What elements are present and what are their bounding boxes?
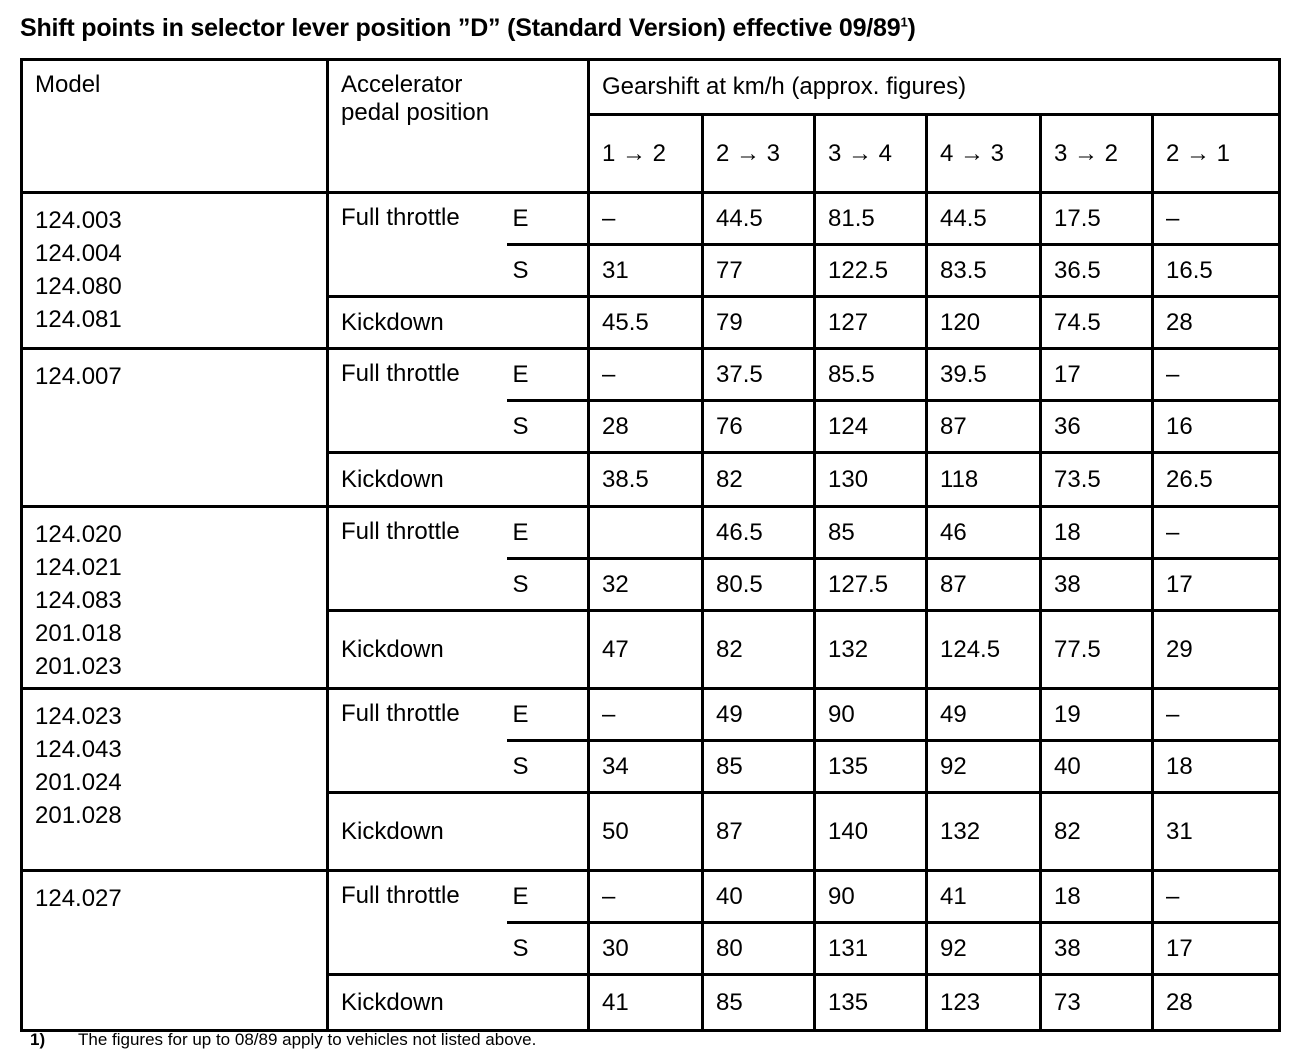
shift-value: 37.5 (703, 349, 815, 401)
header-accelerator-line2: pedal position (341, 99, 490, 126)
footnote-text: The figures for up to 08/89 apply to vehicles not listed above. (78, 1030, 537, 1049)
model-number: 124.081 (35, 306, 122, 333)
shift-value: 45.5 (589, 297, 703, 349)
shift-value: 38.5 (589, 453, 703, 507)
shift-value: 92 (927, 923, 1041, 975)
model-number: 124.027 (35, 885, 122, 912)
document-title: Shift points in selector lever position ”D” (Standard Version) effective $09/89^1$) (20, 14, 916, 42)
shift-value: – (1153, 349, 1280, 401)
shift-value: 122.5 (815, 245, 927, 297)
table-row (22, 689, 1280, 741)
mode-s: S (507, 923, 589, 975)
pedal-full-throttle: Full throttle (328, 689, 507, 793)
shift-value: 46.5 (703, 507, 815, 559)
shift-value: 31 (1153, 793, 1280, 871)
model-number: 201.024 (35, 769, 122, 796)
shift-value: 73.5 (1041, 453, 1153, 507)
shift-value: – (1153, 193, 1280, 245)
shift-value: 16.5 (1153, 245, 1280, 297)
pedal-kickdown: Kickdown (328, 793, 589, 871)
model-cell (22, 689, 328, 871)
shift-value: 85 (815, 507, 927, 559)
model-cell (22, 349, 328, 507)
shift-value: 34 (589, 741, 703, 793)
model-number: 124.043 (35, 736, 122, 763)
shift-value: 36 (1041, 401, 1153, 453)
shift-value: 87 (703, 793, 815, 871)
shift-value: 40 (703, 871, 815, 923)
shift-value: 118 (927, 453, 1041, 507)
header-shift-2-1: 2 → 1 (1153, 115, 1280, 193)
shift-value: 130 (815, 453, 927, 507)
model-number: 124.003 (35, 207, 122, 234)
header-accelerator-line1: Accelerator (341, 71, 463, 98)
model-number: 201.018 (35, 620, 122, 647)
shift-value: 87 (927, 401, 1041, 453)
model-number: 124.021 (35, 554, 122, 581)
shift-value: – (589, 193, 703, 245)
shift-value: 39.5 (927, 349, 1041, 401)
header-shift-1-2: 1 → 2 (589, 115, 703, 193)
shift-value: 49 (703, 689, 815, 741)
mode-e: E (507, 507, 589, 559)
pedal-full-throttle: Full throttle (328, 871, 507, 975)
shift-value: 85 (703, 741, 815, 793)
mode-e: E (507, 871, 589, 923)
shift-value: – (589, 349, 703, 401)
mode-e: E (507, 349, 589, 401)
shift-value: 18 (1153, 741, 1280, 793)
shift-value: 44.5 (927, 193, 1041, 245)
shift-value: 127 (815, 297, 927, 349)
shift-value (589, 507, 703, 559)
shift-value: – (1153, 871, 1280, 923)
table-row (22, 871, 1280, 923)
shift-value: 135 (815, 741, 927, 793)
shift-value: 90 (815, 871, 927, 923)
shift-value: 38 (1041, 559, 1153, 611)
shift-value: 26.5 (1153, 453, 1280, 507)
shift-value: 73 (1041, 975, 1153, 1031)
pedal-full-throttle: Full throttle (328, 507, 507, 611)
model-number: 124.007 (35, 363, 122, 390)
shift-value: 127.5 (815, 559, 927, 611)
shift-value: 85 (703, 975, 815, 1031)
mode-s: S (507, 401, 589, 453)
shift-value: 135 (815, 975, 927, 1031)
shift-value: 82 (703, 453, 815, 507)
footnote-mark: 1) (30, 1030, 46, 1049)
table-row (22, 507, 1280, 559)
shift-value: 44.5 (703, 193, 815, 245)
shift-value: 40 (1041, 741, 1153, 793)
mode-s: S (507, 245, 589, 297)
header-row-1 (22, 60, 1280, 115)
model-number: 201.028 (35, 802, 122, 829)
shift-value: 47 (589, 611, 703, 689)
shift-value: 123 (927, 975, 1041, 1031)
header-shift-4-3: 4 → 3 (927, 115, 1041, 193)
shift-value: 46 (927, 507, 1041, 559)
shift-value: 19 (1041, 689, 1153, 741)
shift-value: 85.5 (815, 349, 927, 401)
shift-value: 18 (1041, 507, 1153, 559)
shift-value: 140 (815, 793, 927, 871)
pedal-kickdown: Kickdown (328, 611, 589, 689)
shift-value: 30 (589, 923, 703, 975)
shift-value: – (589, 871, 703, 923)
footnote (30, 1030, 536, 1050)
header-model: Model (22, 60, 328, 193)
header-accelerator (328, 60, 589, 193)
shift-value: 38 (1041, 923, 1153, 975)
title-footnote-ref: 1 (900, 14, 908, 30)
shift-points-table (20, 58, 1281, 1032)
shift-value: – (589, 689, 703, 741)
mode-s: S (507, 559, 589, 611)
shift-value: 132 (815, 611, 927, 689)
model-cell (22, 507, 328, 689)
shift-value: 92 (927, 741, 1041, 793)
model-number: 124.023 (35, 703, 122, 730)
shift-value: 82 (1041, 793, 1153, 871)
shift-value: 17 (1041, 349, 1153, 401)
pedal-full-throttle: Full throttle (328, 193, 507, 297)
pedal-kickdown: Kickdown (328, 975, 589, 1031)
shift-value: 17 (1153, 923, 1280, 975)
shift-value: – (1153, 507, 1280, 559)
shift-value: 77 (703, 245, 815, 297)
header-shift-3-4: 3 → 4 (815, 115, 927, 193)
shift-value: 18 (1041, 871, 1153, 923)
shift-value: 41 (927, 871, 1041, 923)
shift-value: 16 (1153, 401, 1280, 453)
pedal-kickdown: Kickdown (328, 297, 589, 349)
shift-value: 76 (703, 401, 815, 453)
shift-value: 80.5 (703, 559, 815, 611)
shift-value: 79 (703, 297, 815, 349)
mode-e: E (507, 193, 589, 245)
shift-value: 31 (589, 245, 703, 297)
shift-value: 81.5 (815, 193, 927, 245)
model-cell (22, 193, 328, 349)
table-row (22, 193, 1280, 245)
shift-value: 28 (1153, 975, 1280, 1031)
model-number: 124.080 (35, 273, 122, 300)
shift-value: 41 (589, 975, 703, 1031)
model-number: 124.020 (35, 521, 122, 548)
model-number: 124.004 (35, 240, 122, 267)
pedal-kickdown: Kickdown (328, 453, 589, 507)
header-shift-2-3: 2 → 3 (703, 115, 815, 193)
title-text: Shift points in selector lever position ”D” (Standard Version) effective 09/89 (20, 14, 901, 42)
shift-value: – (1153, 689, 1280, 741)
model-number: 201.023 (35, 653, 122, 680)
table-row (22, 349, 1280, 401)
shift-value: 132 (927, 793, 1041, 871)
shift-value: 77.5 (1041, 611, 1153, 689)
mode-s: S (507, 741, 589, 793)
shift-value: 29 (1153, 611, 1280, 689)
shift-value: 82 (703, 611, 815, 689)
shift-value: 28 (1153, 297, 1280, 349)
shift-value: 131 (815, 923, 927, 975)
shift-value: 120 (927, 297, 1041, 349)
shift-value: 124.5 (927, 611, 1041, 689)
shift-value: 87 (927, 559, 1041, 611)
shift-value: 80 (703, 923, 815, 975)
shift-value: 90 (815, 689, 927, 741)
model-cell (22, 871, 328, 1031)
mode-e: E (507, 689, 589, 741)
header-shift-3-2: 3 → 2 (1041, 115, 1153, 193)
shift-value: 83.5 (927, 245, 1041, 297)
shift-value: 32 (589, 559, 703, 611)
shift-value: 17 (1153, 559, 1280, 611)
pedal-full-throttle: Full throttle (328, 349, 507, 453)
header-gearshift: Gearshift at km/h (approx. figures) (589, 60, 1280, 115)
shift-value: 74.5 (1041, 297, 1153, 349)
shift-value: 17.5 (1041, 193, 1153, 245)
shift-value: 36.5 (1041, 245, 1153, 297)
shift-value: 28 (589, 401, 703, 453)
shift-value: 49 (927, 689, 1041, 741)
shift-value: 50 (589, 793, 703, 871)
model-number: 124.083 (35, 587, 122, 614)
shift-value: 124 (815, 401, 927, 453)
